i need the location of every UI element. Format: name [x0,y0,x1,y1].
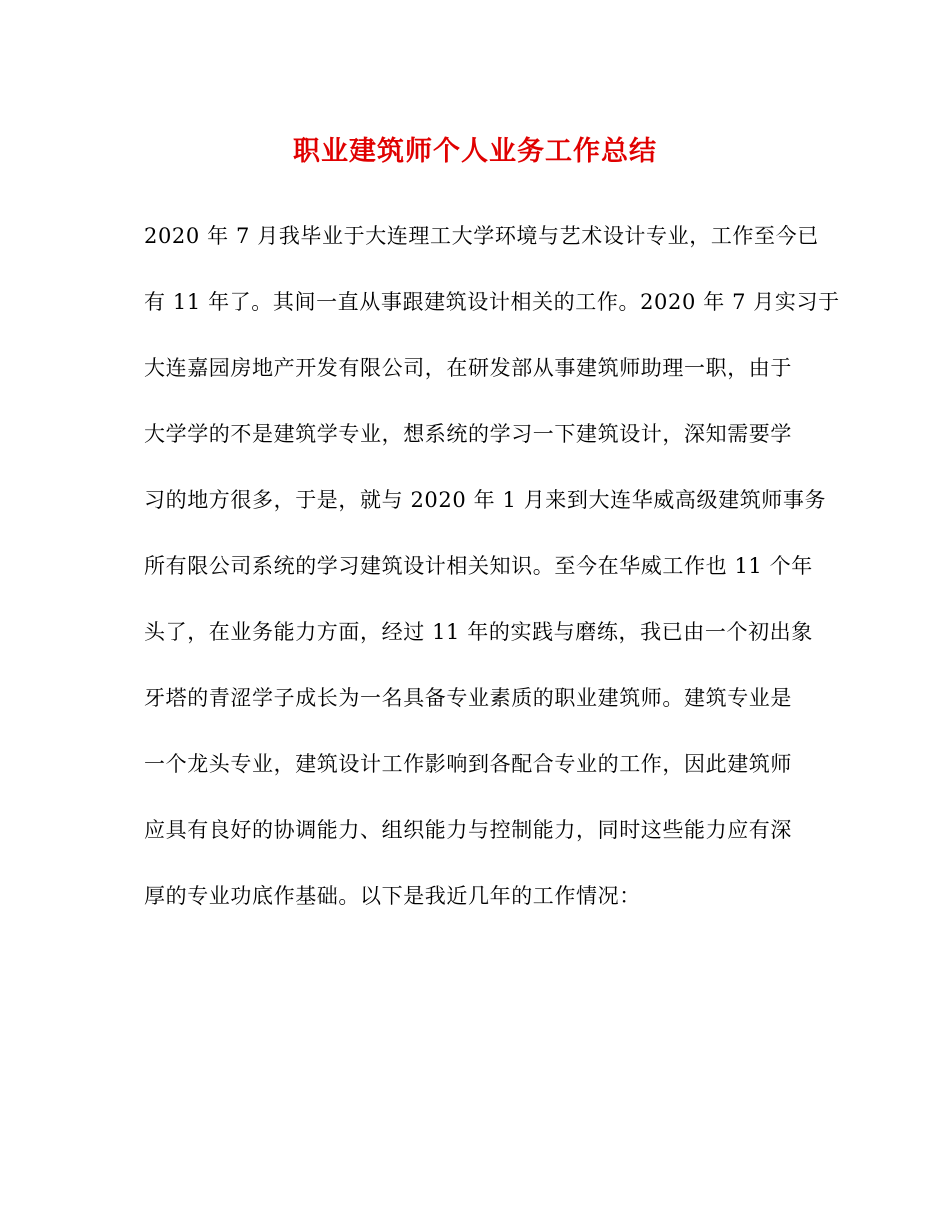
body-line: 应具有良好的协调能力、组织能力与控制能力，同时这些能力应有深 [144,818,792,842]
document-title: 职业建筑师个人业务工作总结 [293,136,657,167]
body-line: 大学学的不是建筑学专业，想系统的学习一下建筑设计，深知需要学 [144,422,792,446]
body-line: 牙塔的青涩学子成长为一名具备专业素质的职业建筑师。建筑专业是 [144,686,792,710]
body-line: 2020 年 7 月我毕业于大连理工大学环境与艺术设计专业，工作至今已 [144,224,819,248]
body-line: 大连嘉园房地产开发有限公司，在研发部从事建筑师助理一职，由于 [144,356,792,380]
body-line: 习的地方很多，于是，就与 2020 年 1 月来到大连华威高级建筑师事务 [144,488,827,512]
body-line: 厚的专业功底作基础。以下是我近几年的工作情况： [144,884,641,908]
body-line: 头了，在业务能力方面，经过 11 年的实践与磨练，我已由一个初出象 [144,620,813,644]
body-line: 一个龙头专业，建筑设计工作影响到各配合专业的工作，因此建筑师 [144,752,792,776]
body-line: 所有限公司系统的学习建筑设计相关知识。至今在华威工作也 11 个年 [144,554,813,578]
document-body [144,212,840,938]
body-line: 有 11 年了。其间一直从事跟建筑设计相关的工作。2020 年 7 月实习于 [144,290,840,314]
